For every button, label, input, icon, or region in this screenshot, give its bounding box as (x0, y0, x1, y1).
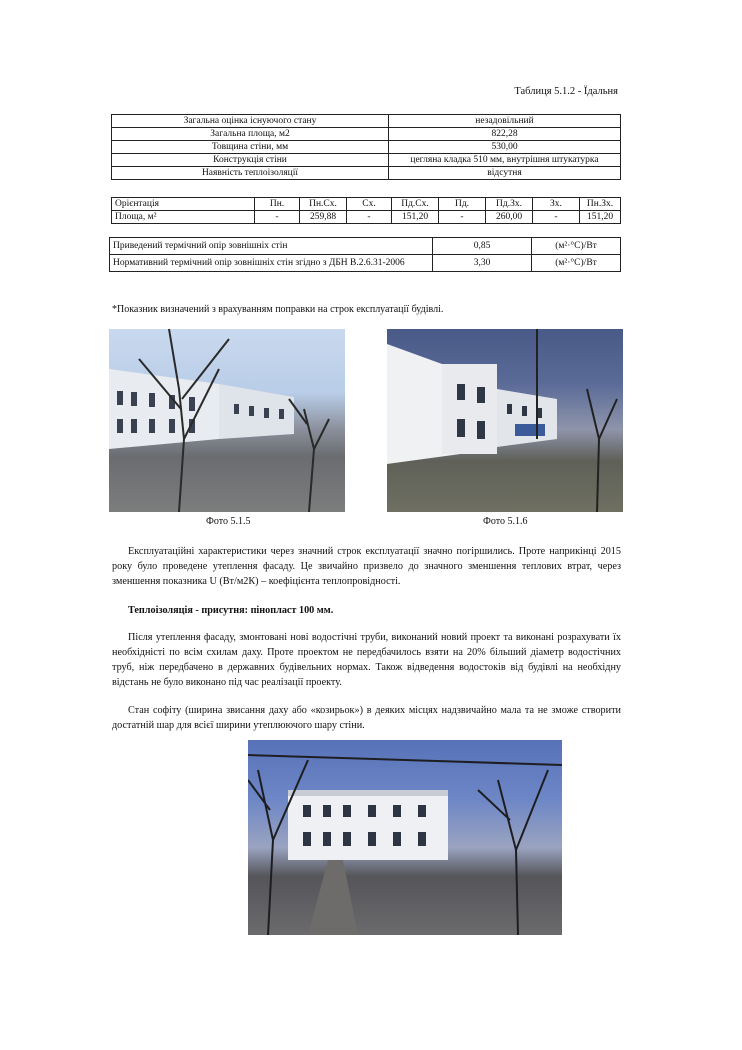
table-cell: 151,20 (580, 211, 621, 224)
table-caption: Таблиця 5.1.2 - Їдальня (514, 86, 618, 97)
table-cell: Товщина стіни, мм (112, 141, 389, 154)
table-cell: 3,30 (433, 255, 532, 272)
thermal-resistance-table (109, 237, 621, 272)
table-row (110, 255, 621, 272)
general-info-table (111, 114, 621, 180)
paragraph (112, 544, 621, 589)
table-cell: Площа, м² (112, 211, 255, 224)
table-row (112, 211, 621, 224)
footnote: *Показник визначений з врахуванням поправки на строк експлуатації будівлі. (112, 304, 444, 315)
table-header-row (112, 198, 621, 211)
table-cell: Приведений термічний опір зовнішніх стін (110, 238, 433, 255)
table-cell: (м²·°С)/Вт (532, 255, 621, 272)
table-row (112, 115, 621, 128)
table-cell: Наявність теплоізоляції (112, 167, 389, 180)
section-heading: Теплоізоляція - присутня: пінопласт 100 мм. (128, 605, 334, 616)
table-header: Сх. (347, 198, 392, 211)
table-cell: (м²·°С)/Вт (532, 238, 621, 255)
table-header: Пн.Зх. (580, 198, 621, 211)
paragraph (112, 630, 621, 690)
paragraph (112, 703, 621, 733)
table-cell: 260,00 (486, 211, 533, 224)
building-photo (387, 329, 623, 512)
table-cell: Конструкція стіни (112, 154, 389, 167)
table-cell: 259,88 (300, 211, 347, 224)
table-header: Зх. (533, 198, 580, 211)
table-row (110, 238, 621, 255)
building-photo (109, 329, 345, 512)
table-cell: - (533, 211, 580, 224)
table-cell: 151,20 (392, 211, 439, 224)
table-row (112, 141, 621, 154)
table-cell: 530,00 (389, 141, 621, 154)
table-header: Пн. (255, 198, 300, 211)
table-cell: - (347, 211, 392, 224)
paragraph-text: Після утеплення фасаду, змонтовані нові водостічні труби, виконаний новий проект та виконані розрахувати їх необхідністі по всім схилам даху. Проте проектом не передбачилось взяти на 20% більший діаметр водостічних труб, ніж передбачено в державних будівельних нормах. Також відведення водостоків від будівлі на необхідну відстань не було виконано під час реалізації проекту. (112, 632, 621, 688)
table-header: Пд.Сх. (392, 198, 439, 211)
orientation-table (111, 197, 621, 224)
table-header: Орієнтація (112, 198, 255, 211)
table-cell: - (255, 211, 300, 224)
table-cell: 822,28 (389, 128, 621, 141)
table-header: Пд.Зх. (486, 198, 533, 211)
table-cell: відсутня (389, 167, 621, 180)
table-cell: Нормативний термічний опір зовнішніх стін згідно з ДБН В.2.6.31-2006 (110, 255, 433, 272)
table-header: Пн.Сх. (300, 198, 347, 211)
table-cell: незадовільний (389, 115, 621, 128)
building-photo (248, 740, 562, 935)
photo-caption: Фото 5.1.6 (483, 516, 528, 527)
table-cell: Загальна площа, м2 (112, 128, 389, 141)
table-cell: Загальна оцінка існуючого стану (112, 115, 389, 128)
table-cell: 0,85 (433, 238, 532, 255)
paragraph-text: Стан софіту (ширина звисання даху або «козирьок») в деяких місцях надзвичайно мала та не зможе створити достатній шар для всієї ширини утеплюючого шару стіни. (112, 705, 621, 731)
table-cell: - (439, 211, 486, 224)
table-row (112, 128, 621, 141)
paragraph-text: Експлуатаційні характеристики через значний строк експлуатації значно погіршились. Проте наприкінці 2015 року було проведене утеплення фасаду. Це звичайно призвело до значного зменшення теплових втрат, через зменшення показника U (Вт/м2К) – коефіцієнта теплопровідності. (112, 546, 621, 587)
table-cell: цегляна кладка 510 мм, внутрішня штукатурка (389, 154, 621, 167)
table-row (112, 154, 621, 167)
table-row (112, 167, 621, 180)
table-header: Пд. (439, 198, 486, 211)
photo-caption: Фото 5.1.5 (206, 516, 251, 527)
